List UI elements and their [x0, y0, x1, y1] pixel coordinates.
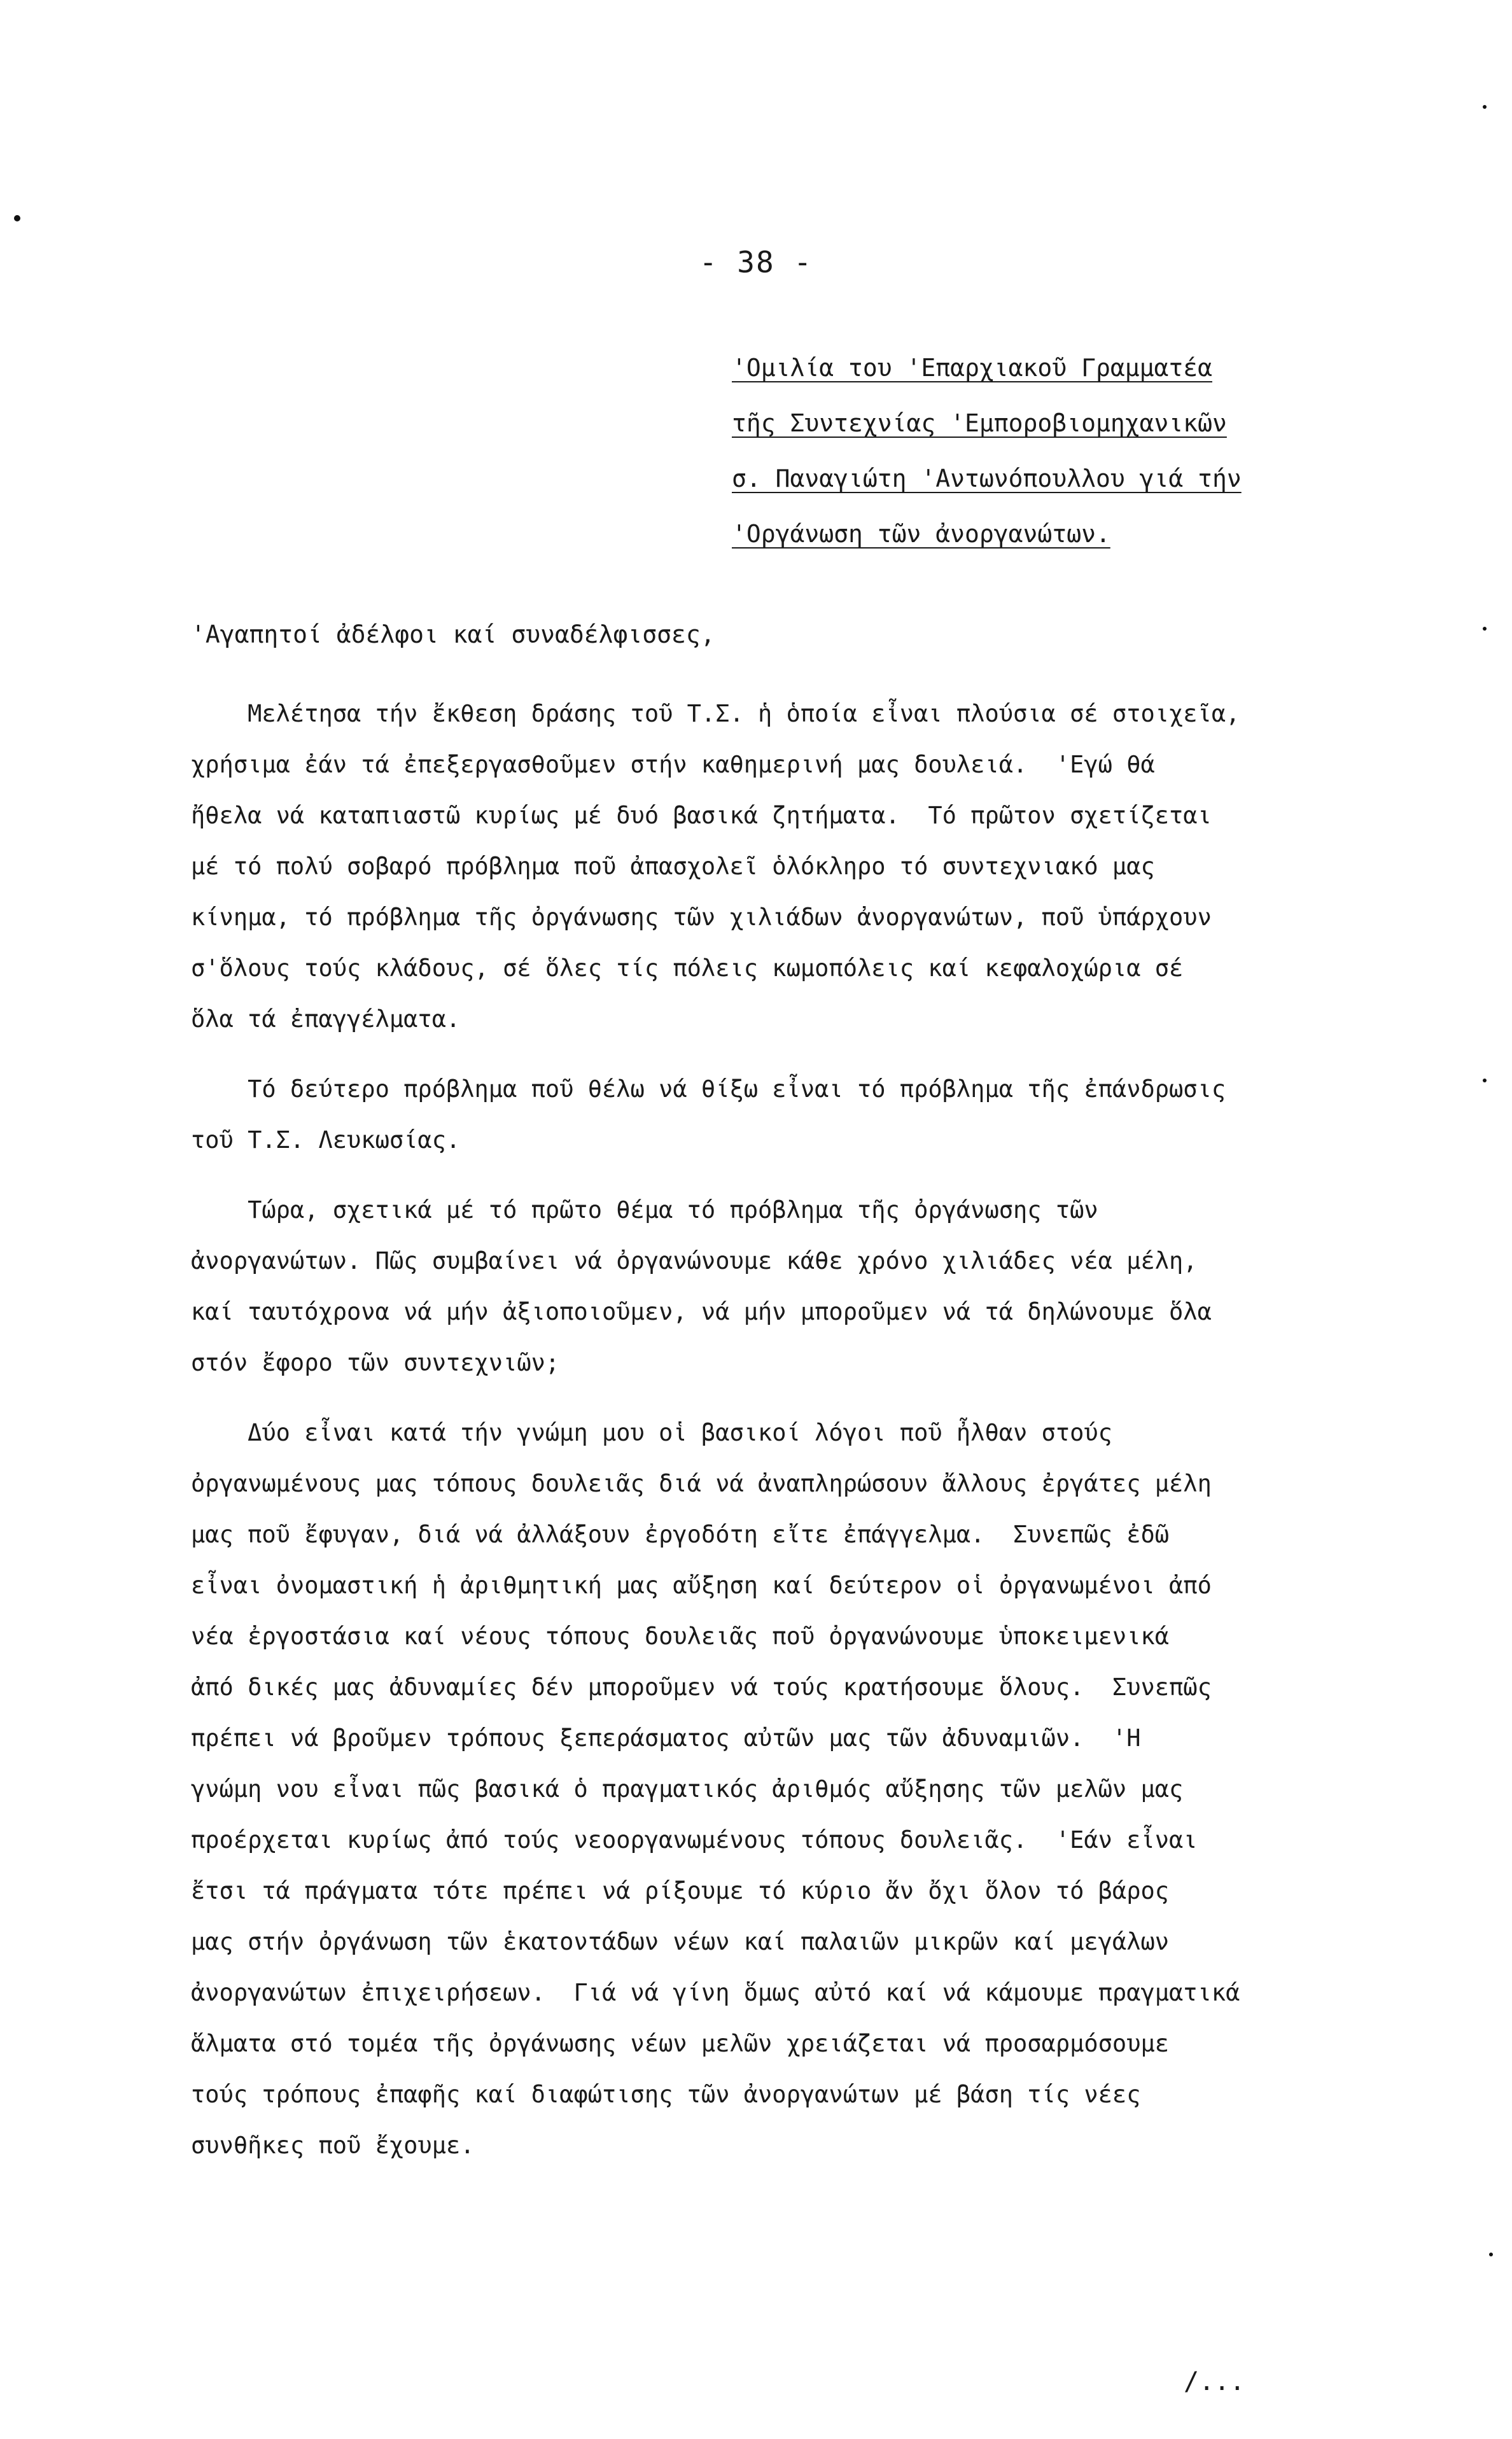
scan-speck	[1483, 627, 1487, 631]
text-line: μας ποῦ ἔφυγαν, διά νά ἀλλάξουν ἐργοδότη εἴτε ἐπάγγελμα. Συνεπῶς ἐδῶ	[191, 1521, 1170, 1548]
scan-speck	[1489, 2253, 1493, 2256]
text-line: ἀνοργανώτων ἐπιχειρήσεων. Γιά νά γίνη ὅμως αὐτό καί νά κάμουμε πραγματικά	[191, 1979, 1240, 2006]
text-line: καί ταυτόχρονα νά μήν ἀξιοποιοῦμεν, νά μήν μποροῦμεν νά τά δηλώνουμε ὅλα	[191, 1298, 1212, 1325]
text-line: ἀπό δικές μας ἀδυναμίες δέν μποροῦμεν νά τούς κρατήσουμε ὅλους. Συνεπῶς	[191, 1674, 1212, 1701]
text-line: Μελέτησα τήν ἔκθεση δράσης τοῦ Τ.Σ. ἡ ὁποία εἶναι πλούσια σέ στοιχεῖα,	[191, 700, 1240, 727]
scan-speck	[1483, 1079, 1487, 1082]
paragraph-1	[191, 688, 1400, 1045]
text-line: Δύο εἶναι κατά τήν γνώμη μου οἱ βασικοί λόγοι ποῦ ἦλθαν στούς	[191, 1419, 1112, 1446]
text-line: Τό δεύτερο πρόβλημα ποῦ θέλω νά θίξω εἶναι τό πρόβλημα τῆς ἐπάνδρωσις	[191, 1075, 1226, 1103]
paragraph-4	[191, 1408, 1400, 2171]
text-line: τοῦ Τ.Σ. Λευκωσίας.	[191, 1126, 461, 1154]
text-line: γνώμη νου εἶναι πῶς βασικά ὁ πραγματικός ἀριθμός αὔξησης τῶν μελῶν μας	[191, 1775, 1184, 1803]
title-line: τῆς Συντεχνίας 'Εμποροβιομηχανικῶν	[732, 409, 1227, 437]
continuation-mark: /...	[1184, 2367, 1245, 2396]
text-line: ὅλα τά ἐπαγγέλματα.	[191, 1005, 461, 1033]
text-line: νέα ἐργοστάσια καί νέους τόπους δουλειᾶς ποῦ ὀργανώνουμε ὑποκειμενικά	[191, 1623, 1170, 1650]
text-line: εἶναι ὀνομαστική ἡ ἀριθμητική μας αὔξηση καί δεύτερον οἱ ὀργανωμένοι ἀπό	[191, 1572, 1212, 1599]
text-line: συνθῆκες ποῦ ἔχουμε.	[191, 2132, 475, 2159]
scan-speck	[1483, 105, 1487, 109]
text-line: κίνημα, τό πρόβλημα τῆς ὀργάνωσης τῶν χιλιάδων ἀνοργανώτων, ποῦ ὑπάρχουν	[191, 904, 1212, 931]
paragraph-3	[191, 1185, 1400, 1388]
title-line: σ. Παναγιώτη 'Αντωνόπουλλου γιά τήν	[732, 465, 1242, 493]
text-line: σ'ὅλους τούς κλάδους, σέ ὅλες τίς πόλεις κωμοπόλεις καί κεφαλοχώρια σέ	[191, 954, 1184, 982]
page-number: - 38 -	[699, 245, 813, 279]
body-text	[191, 688, 1400, 2171]
text-line: ὀργανωμένους μας τόπους δουλειᾶς διά νά ἀναπληρώσουν ἄλλους ἐργάτες μέλη	[191, 1470, 1212, 1497]
text-line: μέ τό πολύ σοβαρό πρόβλημα ποῦ ἀπασχολεῖ ὁλόκληρο τό συντεχνιακό μας	[191, 853, 1155, 880]
title-line: 'Οργάνωση τῶν ἀνοργανώτων.	[732, 520, 1110, 548]
text-line: μας στήν ὀργάνωση τῶν ἑκατοντάδων νέων καί παλαιῶν μικρῶν καί μεγάλων	[191, 1928, 1170, 1955]
text-line: στόν ἔφορο τῶν συντεχνιῶν;	[191, 1349, 560, 1376]
text-line: τούς τρόπους ἐπαφῆς καί διαφώτισης τῶν ἀνοργανώτων μέ βάση τίς νέες	[191, 2081, 1141, 2108]
paragraph-2	[191, 1064, 1400, 1166]
salutation: 'Αγαπητοί ἀδέλφοι καί συναδέλφισσες,	[191, 620, 715, 648]
text-line: Τώρα, σχετικά μέ τό πρῶτο θέμα τό πρόβλημα τῆς ὀργάνωσης τῶν	[191, 1196, 1098, 1224]
text-line: προέρχεται κυρίως ἀπό τούς νεοοργανωμένους τόπους δουλειᾶς. 'Εάν εἶναι	[191, 1826, 1198, 1854]
text-line: ἅλματα στό τομέα τῆς ὀργάνωσης νέων μελῶν χρειάζεται νά προσαρμόσουμε	[191, 2030, 1170, 2057]
text-line: πρέπει νά βροῦμεν τρόπους ξεπεράσματος αὐτῶν μας τῶν ἀδυναμιῶν. 'Η	[191, 1724, 1141, 1752]
text-line: ἤθελα νά καταπιαστῶ κυρίως μέ δυό βασικά ζητήματα. Τό πρῶτον σχετίζεται	[191, 802, 1212, 829]
title-line: 'Ομιλία του 'Επαρχιακοῦ Γραμματέα	[732, 354, 1212, 382]
text-line: ἔτσι τά πράγματα τότε πρέπει νά ρίξουμε τό κύριο ἄν ὄχι ὅλον τό βάρος	[191, 1877, 1170, 1904]
text-line: χρήσιμα ἐάν τά ἐπεξεργασθοῦμεν στήν καθημερινή μας δουλειά. 'Εγώ θά	[191, 751, 1155, 778]
speech-title	[732, 340, 1368, 562]
scan-speck	[14, 215, 20, 221]
text-line: ἀνοργανώτων. Πῶς συμβαίνει νά ὀργανώνουμε κάθε χρόνο χιλιάδες νέα μέλη,	[191, 1247, 1198, 1275]
